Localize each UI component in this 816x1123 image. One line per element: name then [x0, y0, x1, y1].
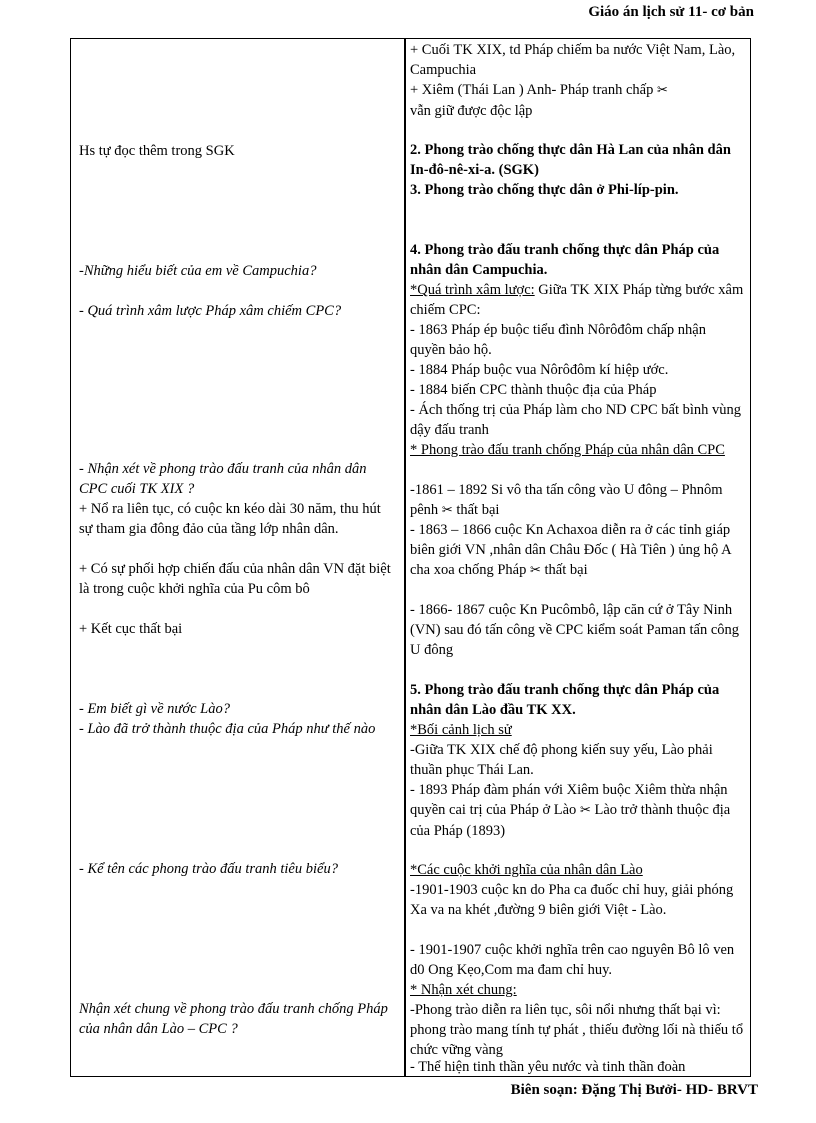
context-feudal: -Giữa TK XIX chế độ phong kiến suy yếu, Lào phải thuần phục Thái Lan.	[410, 742, 713, 778]
scissors-icon: ✂	[656, 83, 668, 98]
right-line-late-19c: + Cuối TK XIX, td Pháp chiếm ba nước Việt Nam, Lào, Campuchia	[410, 42, 736, 78]
uprising-1901-1907: - 1901-1907 cuộc khởi nghĩa trên cao nguyên Bô lô ven d0 Ong Kẹo,Com ma đam chỉ huy.	[410, 942, 735, 978]
siam-text: + Xiêm (Thái Lan ) Anh- Pháp tranh chấp	[410, 82, 654, 98]
siam-text-2: vẫn giữ được độc lập	[410, 103, 533, 119]
event-1863: - 1863 Pháp ép buộc tiểu đình Nôrôđôm chấp nhận quyền bảo hộ.	[410, 322, 706, 358]
uprising-1901-1903: -1901-1903 cuộc kn do Pha ca đuốc chỉ huy, giải phóng Xa va na khét ,đường 9 biên giới Việt - Lào.	[410, 882, 734, 918]
question-laos-colony: - Lào đã trở thành thuộc địa của Pháp như thế nào	[79, 721, 376, 737]
lesson-table	[70, 38, 751, 1077]
movement-pucombo: - 1866- 1867 cuộc Kn Pucômbô, lập căn cứ ở Tây Ninh (VN) sau đó tấn công về CPC kiểm soát Paman tấn công U đông	[410, 602, 740, 658]
scissors-icon: ✂	[579, 803, 591, 818]
answer-continuous: + Nổ ra liên tục, có cuộc kn kéo dài 30 năm, thu hút sự tham gia đông đảo của tầng lớp nhân dân.	[79, 501, 381, 537]
review-spirit: - Thể hiện tinh thần yêu nước và tinh thần đoàn	[410, 1059, 686, 1075]
review-reasons: -Phong trào diễn ra liên tục, sôi nổi nhưng thất bại vì: phong trào mang tính tự phát , thiếu đường lối nà thiếu tổ chức vững vàng	[410, 1002, 744, 1058]
event-domination: - Ách thống trị của Pháp làm cho ND CPC bất bình vùng dậy đấu tranh	[410, 402, 742, 438]
answer-result: + Kết cục thất bại	[79, 621, 183, 637]
event-1884-treaty: - 1884 Pháp buộc vua Nôrôđôm kí hiệp ước.	[410, 362, 669, 378]
invasion-label: *Quá trình xâm lược:	[410, 282, 535, 298]
right-line-siam	[410, 80, 745, 121]
question-overall: Nhận xét chung về phong trào đấu tranh chống Pháp của nhân dân Lào – CPC ?	[79, 1001, 388, 1037]
subheading-uprisings: *Các cuộc khởi nghĩa của nhân dân Lào	[410, 862, 643, 878]
left-note-read-sgk: Hs tự đọc thêm trong SGK	[79, 143, 235, 159]
movement-achaxoa	[410, 520, 745, 581]
subheading-general-review: * Nhận xét chung:	[410, 982, 517, 998]
subheading-cpc-movement: * Phong trào đấu tranh chống Pháp của nhân dân CPC	[410, 442, 725, 458]
context-1893	[410, 780, 745, 841]
question-invasion-process: - Quá trình xâm lược Pháp xâm chiếm CPC?	[79, 303, 342, 319]
question-laos: - Em biết gì về nước Lào?	[79, 701, 230, 717]
event-1884-colony: - 1884 biến CPC thành thuộc địa của Pháp	[410, 382, 657, 398]
heading-indonesia: 2. Phong trào chống thực dân Hà Lan của nhân dân In-đô-nê-xi-a. (SGK)	[410, 142, 731, 178]
page-footer: Biên soạn: Đặng Thị Bưởi- HD- BRVT	[510, 1082, 758, 1098]
question-cpc-movement: - Nhận xét về phong trào đấu tranh của nhân dân CPC cuối TK XIX ?	[79, 461, 367, 497]
heading-laos: 5. Phong trào đấu tranh chống thực dân Pháp của nhân dân Lào đầu TK XX.	[410, 682, 720, 718]
achaxoa-text: - 1863 – 1866 cuộc Kn Achaxoa diễn ra ở các tỉnh giáp biên giới VN ,nhân dân Châu Đốc ( Hà Tiên ) ủng hộ A cha xoa chống Pháp	[410, 522, 731, 578]
heading-philippines: 3. Phong trào chống thực dân ở Phi-líp-pin.	[410, 182, 679, 198]
scissors-icon: ✂	[441, 503, 453, 518]
answer-cooperation: + Có sự phối hợp chiến đấu của nhân dân VN đặt biệt là trong cuộc khởi nghĩa của Pu côm bô	[79, 561, 391, 597]
movement-sivotha	[410, 480, 745, 521]
page-header: Giáo án lịch sử 11- cơ bản	[588, 4, 754, 20]
achaxoa-result: thất bại	[544, 562, 588, 578]
scissors-icon: ✂	[530, 563, 541, 578]
invasion-text: Giữa TK XIX Pháp từng bước xâm chiếm CPC:	[410, 282, 744, 318]
invasion-process	[410, 280, 745, 320]
context-1893-result: Lào trở thành thuộc địa của Pháp (1893)	[410, 802, 731, 839]
sivotha-text: -1861 – 1892 Si vô tha tấn công vào U đông – Phnôm pênh	[410, 482, 723, 518]
column-divider	[404, 39, 406, 1076]
question-campuchia: -Những hiểu biết của em về Campuchia?	[79, 263, 317, 279]
subheading-context: *Bối cảnh lịch sử	[410, 722, 512, 738]
heading-cambodia: 4. Phong trào đấu tranh chống thực dân Pháp của nhân dân Campuchia.	[410, 242, 720, 278]
context-1893-text: - 1893 Pháp đàm phán với Xiêm buộc Xiêm thừa nhận quyền cai trị của Pháp ở Lào	[410, 782, 728, 818]
sivotha-result: thất bại	[456, 502, 500, 518]
question-movements: - Kể tên các phong trào đấu tranh tiêu biểu?	[79, 861, 338, 877]
